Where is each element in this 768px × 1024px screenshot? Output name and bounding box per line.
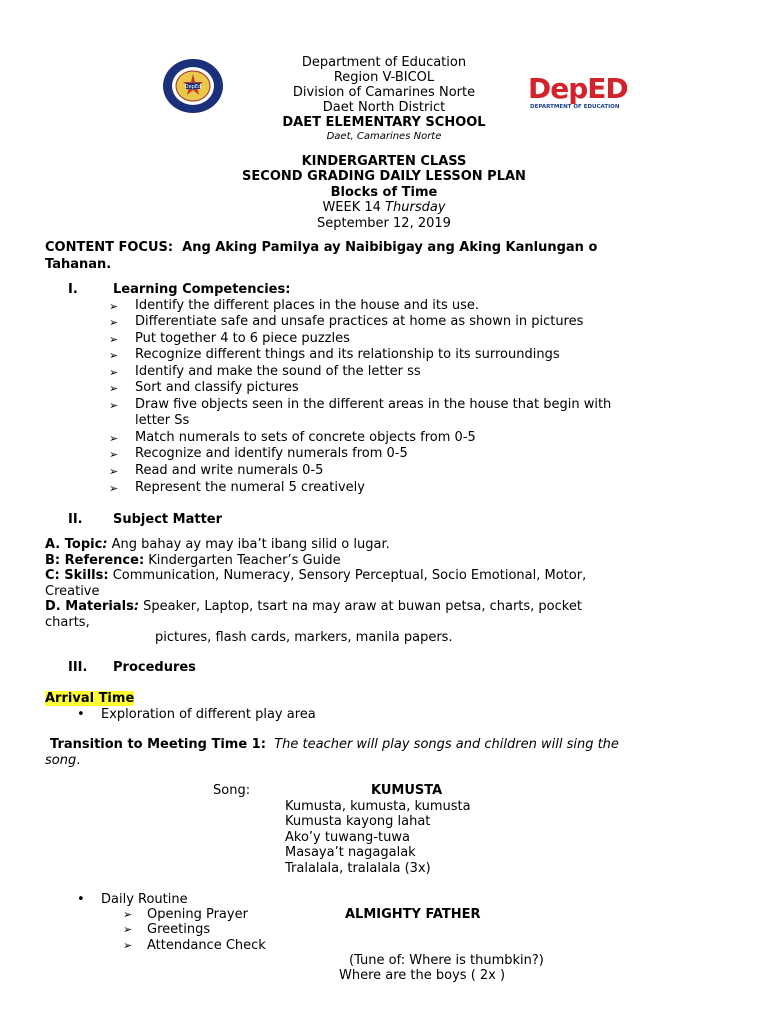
arrow-bullet-icon: ➢ [109, 482, 119, 495]
list-item: Differentiate safe and unsafe practices at home as shown in pictures [135, 314, 584, 329]
title-blocks-of-time: Blocks of Time [330, 185, 438, 200]
materials-colon: : [133, 599, 140, 614]
skills-row [45, 568, 586, 584]
tune-note: (Tune of: Where is thumbkin?) [349, 953, 544, 968]
arrival-item: Exploration of different play area [101, 707, 316, 722]
content-focus-label: CONTENT FOCUS: [45, 240, 174, 255]
arrow-bullet-icon: ➢ [109, 382, 119, 395]
skills-text: Communication, Numeracy, Sensory Perceptual, Socio Emotional, Motor, [108, 568, 587, 583]
section-2-number: II. [68, 512, 83, 527]
list-item: Recognize and identify numerals from 0-5 [135, 446, 408, 461]
skills-cont: Creative [45, 584, 100, 599]
header-division: Division of Camarines Norte [292, 85, 476, 100]
arrow-bullet-icon: ➢ [109, 349, 119, 362]
title-class: KINDERGARTEN CLASS [301, 154, 467, 169]
arrow-bullet-icon: ➢ [109, 448, 119, 461]
header-district: Daet North District [322, 100, 446, 115]
section-1-title: Learning Competencies: [113, 282, 291, 297]
transition-cont: song [45, 753, 77, 768]
skills-label: C: Skills: [45, 568, 109, 583]
arrow-bullet-icon: ➢ [109, 432, 119, 445]
transition-text: The teacher will play songs and children will sing the [274, 737, 619, 752]
content-focus-cont: Tahanan. [45, 257, 112, 272]
header-location: Daet, Camarines Norte [326, 131, 442, 142]
list-item: Identify the different places in the house and its use. [135, 298, 480, 313]
materials-row [45, 599, 582, 615]
arrow-bullet-icon: ➢ [123, 908, 133, 921]
section-1-number: I. [68, 282, 78, 297]
daily-routine: Daily Routine [101, 892, 188, 907]
arrow-bullet-icon: ➢ [123, 939, 133, 952]
song-title: KUMUSTA [371, 783, 443, 798]
list-item: Put together 4 to 6 piece puzzles [135, 331, 350, 346]
list-item: Identify and make the sound of the letter ss [135, 364, 421, 379]
arrow-bullet-icon: ➢ [109, 366, 119, 379]
arrow-bullet-icon: ➢ [109, 333, 119, 346]
deped-logo [526, 68, 628, 110]
transition-row [50, 737, 619, 753]
svg-text:DepEd: DepEd [184, 84, 202, 90]
reference-label: B: Reference: [45, 553, 145, 568]
list-item: Represent the numeral 5 creatively [135, 480, 365, 495]
header-department: Department of Education [301, 55, 467, 70]
song-line: Masaya’t nagagalak [285, 845, 416, 860]
song-line: Ako’y tuwang-tuwa [285, 830, 410, 845]
transition-cont-row [45, 753, 80, 769]
week-number: WEEK 14 [322, 200, 386, 215]
bullet-icon: • [77, 892, 85, 907]
reference-text: Kindergarten Teacher’s Guide [144, 553, 341, 568]
arrival-time-heading [45, 691, 134, 707]
topic-row [45, 537, 390, 553]
arrow-bullet-icon: ➢ [109, 465, 119, 478]
section-3-title: Procedures [113, 660, 196, 675]
arrow-bullet-icon: ➢ [109, 300, 119, 313]
song-line: Tralalala, tralalala (3x) [285, 861, 431, 876]
header-school: DAET ELEMENTARY SCHOOL [282, 115, 486, 130]
reference-row [45, 553, 341, 569]
section-3-number: III. [68, 660, 88, 675]
title-week [214, 200, 554, 216]
transition-period: . [76, 753, 81, 768]
materials-cont-2: pictures, flash cards, markers, manila papers. [155, 630, 453, 645]
list-item: Sort and classify pictures [135, 380, 299, 395]
arrow-bullet-icon: ➢ [109, 399, 119, 412]
routine-item: Greetings [147, 922, 211, 937]
arrow-bullet-icon: ➢ [123, 923, 133, 936]
header-region: Region V-BICOL [333, 70, 435, 85]
list-item-cont: letter Ss [135, 413, 190, 428]
list-item: Recognize different things and its relationship to its surroundings [135, 347, 560, 362]
list-item: Read and write numerals 0-5 [135, 463, 324, 478]
materials-cont-1: charts, [45, 615, 90, 630]
week-day: Thursday [385, 200, 446, 215]
song-line-where-boys: Where are the boys ( 2x ) [339, 968, 506, 983]
song-line: Kumusta kayong lahat [285, 814, 431, 829]
prayer-title: ALMIGHTY FATHER [345, 907, 481, 922]
content-focus-text: Ang Aking Pamilya ay Naibibigay ang Aking Kanlungan o [182, 240, 598, 255]
topic-label: A. Topic [45, 537, 103, 552]
svg-text:DepED: DepED [528, 72, 628, 105]
materials-label: D. Materials [45, 599, 134, 614]
svg-text:DEPARTMENT OF EDUCATION: DEPARTMENT OF EDUCATION [530, 104, 620, 110]
bullet-icon: • [77, 707, 85, 722]
title-date: September 12, 2019 [317, 216, 451, 231]
song-line: Kumusta, kumusta, kumusta [285, 799, 471, 814]
arrow-bullet-icon: ➢ [109, 316, 119, 329]
routine-item: Opening Prayer [147, 907, 248, 922]
title-lesson-plan: SECOND GRADING DAILY LESSON PLAN [242, 169, 526, 184]
song-label: Song: [213, 783, 251, 798]
topic-colon: : [102, 537, 108, 552]
routine-item: Attendance Check [147, 938, 266, 953]
arrival-time-label: Arrival Time [45, 691, 135, 706]
list-item: Draw five objects seen in the different areas in the house that begin with [135, 397, 612, 412]
materials-text: Speaker, Laptop, tsart na may araw at buwan petsa, charts, pocket [139, 599, 582, 614]
transition-label: Transition to Meeting Time 1: [50, 737, 266, 752]
section-2-title: Subject Matter [113, 512, 223, 527]
content-focus [45, 240, 597, 256]
topic-text: Ang bahay ay may iba’t ibang silid o lugar. [107, 537, 390, 552]
list-item: Match numerals to sets of concrete objects from 0-5 [135, 430, 476, 445]
